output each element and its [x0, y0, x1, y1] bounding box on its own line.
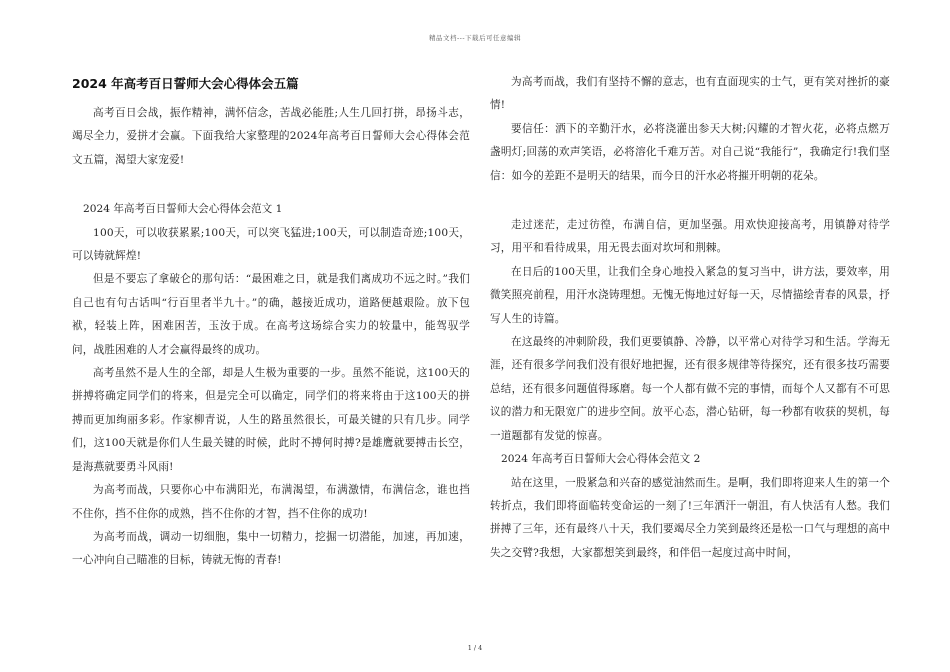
- essay-2-heading: 2024 年高考百日誓师大会心得体会范文 2: [501, 453, 701, 466]
- essay-1-paragraph-6: 为高考而战，我们有坚持不懈的意志，也有直面现实的士气，更有笑对挫折的豪情!: [490, 76, 890, 112]
- essay-1-paragraph-7: 要信任：洒下的辛勤汗水，必将浇灌出参天大树;闪耀的才智火花，必将点燃万盏明灯;回荡的欢声笑语，必将溶化千难万苦。对自己说“我能行”，我确定行!我们坚信：如今的差距不是明天的结果，而今日的汗水必将摧开明朝的花朵。: [490, 122, 890, 182]
- essay-1-heading: 2024 年高考百日誓师大会心得体会范文 1: [83, 203, 283, 216]
- essay-2-paragraph-1: 站在这里，一股紧急和兴奋的感觉油然而生。是啊，我们即将迎来人生的第一个转折点，我们即将面临转变命运的一刻了!三年洒汗一朝沮，有人快活有人愁。我们拼搏了三年，还有最终八十天，我们要竭尽全力笑到最终还是松一口气与理想的高中失之交臂?我想，大家都想笑到最终，和伴侣一起度过高中时间，: [490, 476, 890, 559]
- essay-1-paragraph-3: 高考虽然不是人生的全部，却是人生极为重要的一步。虽然不能说，这100天的拼搏将确定同学们的将来，但是完全可以确定，同学们的将来将由于这100天的拼搏而更加绚丽多彩。作家柳青说，人生的路虽然很长，可最关键的只有几步。同学们，这100天就是你们人生最关键的时候，此时不搏何时搏?是雄鹰就要搏击长空，是海燕就要勇斗风雨!: [72, 367, 471, 473]
- spacer: [490, 188, 890, 214]
- essay-1-paragraph-2: 但是不要忘了拿破仑的那句话：“最困难之日，就是我们离成功不远之时。”我们自己也有句古话叫“行百里者半九十。”的确，越接近成功，道路便越艰险。放下包袱，轻装上阵，困难困苦，玉汝于成。在高考这场综合实力的较量中，能驾驭学问，战胜困难的人才会赢得最终的成功。: [72, 273, 470, 356]
- essay-1-paragraph-4: 为高考而战，只要你心中布满阳光，布满渴望，布满激情，布满信念，谁也挡不住你，挡不住你的成熟，挡不住你的才智，挡不住你的成功!: [72, 484, 470, 520]
- essay-1-paragraph-5: 为高考而战，调动一切细胞，集中一切精力，挖掘一切潜能，加速，再加速，一心冲向自己瞄准的目标，铸就无悔的青春!: [72, 530, 470, 567]
- essay-1-paragraph-9: 在日后的100天里，让我们全身心地投入紧急的复习当中，讲方法，要效率，用微笑照亮前程，用汗水浇铸理想。无愧无悔地过好每一天，尽情描绘青春的风景，抒写人生的诗篇。: [490, 265, 890, 325]
- page-number: 1 / 4: [467, 644, 483, 652]
- intro-paragraph: 高考百日会战，振作精神，满怀信念，苦战必能胜;人生几回打拼，昂扬斗志，竭尽全力，爱拼才会赢。下面我给大家整理的2024年高考百日誓师大会心得体会范文五篇，渴望大家宠爱!: [72, 107, 470, 166]
- spacer: [72, 172, 470, 198]
- essay-1-paragraph-1: 100天，可以收获累累;100天，可以突飞猛进;100天，可以制造奇迹;100天，可以铸就辉煌!: [72, 226, 470, 263]
- essay-1-paragraph-10: 在这最终的冲刺阶段，我们更要镇静、冷静，以平常心对待学习和生活。学海无涯，还有很多学问我们没有很好地把握，还有很多规律等待探究，还有很多技巧需要总结，还有很多问题值得琢磨。每一个人都有做不完的事情，而每个人又都有不可思议的潜力和无限宽广的进步空间。放平心态，潜心钻研，每一秒都有收获的契机，每一道题都有发觉的惊喜。: [490, 336, 890, 442]
- left-column: [72, 72, 470, 573]
- document-title: 2024 年高考百日誓师大会心得体会五篇: [72, 76, 299, 91]
- right-column: [490, 71, 890, 565]
- essay-1-paragraph-8: 走过迷茫，走过彷徨，布满自信，更加坚强。用欢快迎接高考，用镇静对待学习，用平和看待成果，用无畏去面对坎坷和荆棘。: [490, 219, 890, 255]
- header-note: 精品文档---下载后可任意编辑: [428, 34, 522, 42]
